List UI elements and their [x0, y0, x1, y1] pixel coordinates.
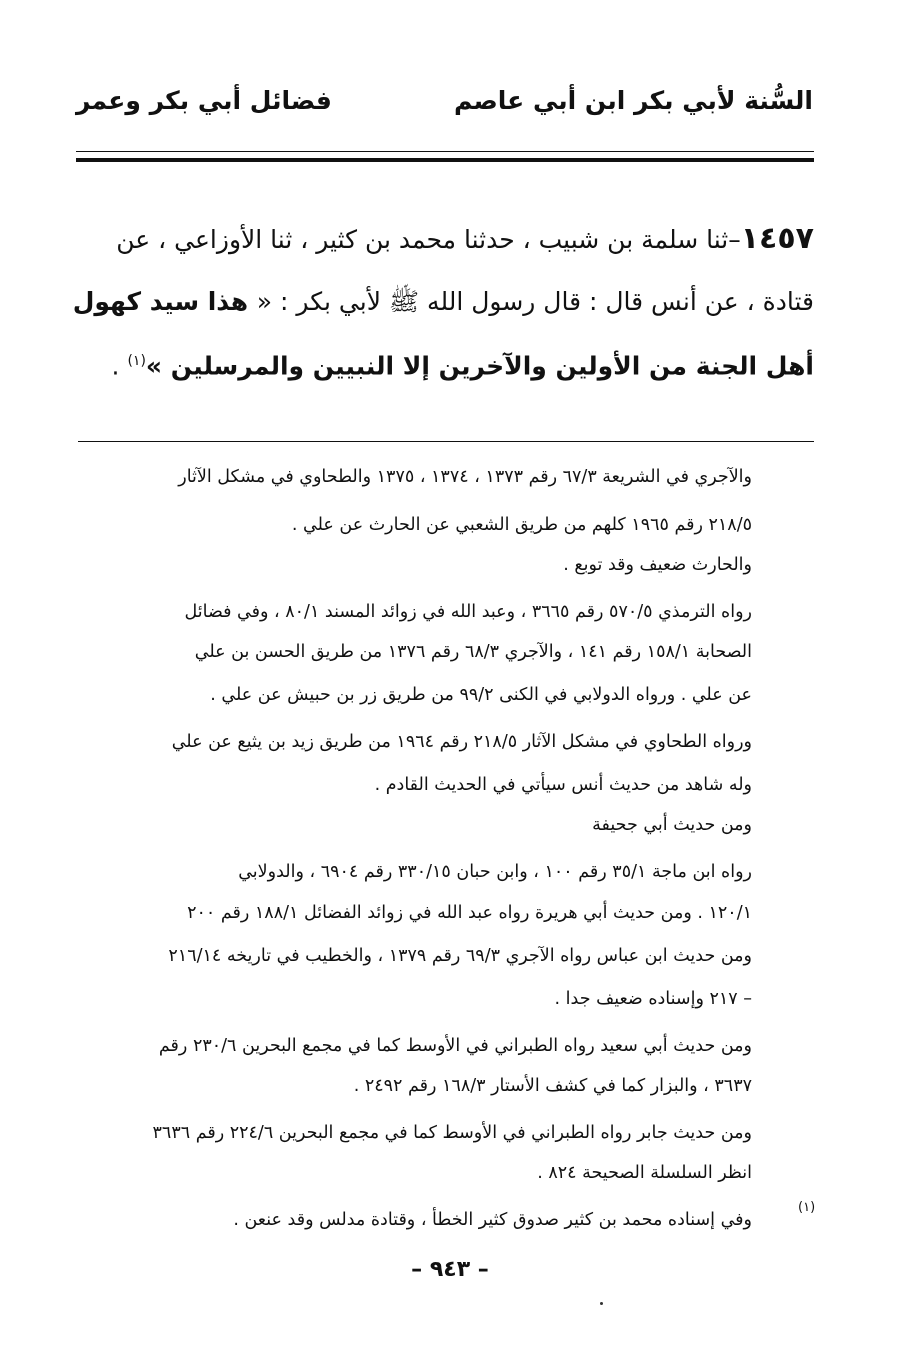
- hadith-line-3: [76, 344, 814, 383]
- hadith-end-mark: .: [111, 351, 128, 381]
- chapter-title: فضائل أبي بكر وعمر: [76, 85, 332, 115]
- hadith-line-1: [76, 222, 814, 257]
- note-line: ١٢٠/١ . ومن حديث أبي هريرة رواه عبد الله في زوائد الفضائل ١٨٨/١ رقم ٢٠٠: [187, 903, 752, 923]
- footnote-reference: (١): [127, 353, 146, 369]
- note-line: – ٢١٧ وإسناده ضعيف جدا .: [554, 989, 752, 1009]
- note-line: رواه ابن ماجة ٣٥/١ رقم ١٠٠ ، وابن حبان ٣٣٠/١٥ رقم ٦٩٠٤ ، والدولابي: [238, 862, 752, 882]
- book-title: السُّنة لأبي بكر ابن أبي عاصم: [454, 85, 813, 115]
- header-rule-thick: [76, 158, 814, 162]
- hadith-matn: أهل الجنة من الأولين والآخرين إلا النبيين والمرسلين »: [145, 351, 814, 381]
- note-line: والآجري في الشريعة ٦٧/٣ رقم ١٣٧٣ ، ١٣٧٤ ، ١٣٧٥ والطحاوي في مشكل الآثار: [178, 467, 752, 487]
- note-line: ومن حديث أبي سعيد رواه الطبراني في الأوسط كما في مجمع البحرين ٢٣٠/٦ رقم: [158, 1036, 752, 1056]
- note-line: الصحابة ١٥٨/١ رقم ١٤١ ، والآجري ٦٨/٣ رقم ١٣٧٦ من طريق الحسن بن علي: [194, 642, 752, 662]
- hadith-number: ١٤٥٧: [740, 221, 814, 256]
- note-line: ٢١٨/٥ رقم ١٩٦٥ كلهم من طريق الشعبي عن الحارث عن علي .: [291, 515, 752, 535]
- note-line: وله شاهد من حديث أنس سيأتي في الحديث القادم .: [374, 775, 752, 795]
- note-line: انظر السلسلة الصحيحة ٨٢٤ .: [537, 1163, 752, 1183]
- note-line: عن علي . ورواه الدولابي في الكنى ٩٩/٢ من طريق زر بن حبيش عن علي .: [210, 685, 752, 705]
- note-line: ورواه الطحاوي في مشكل الآثار ٢١٨/٥ رقم ١٩٦٤ من طريق زيد بن يثيع عن علي: [171, 732, 752, 752]
- footnote-marker: (١): [798, 1200, 816, 1215]
- header-rule-thin: [76, 151, 814, 152]
- hadith-text-bold: هذا سيد كهول: [72, 287, 257, 316]
- note-line: ومن حديث أبي جحيفة: [592, 815, 752, 835]
- running-header: [76, 80, 813, 120]
- hadith-isnad: –ثنا سلمة بن شبيب ، حدثنا محمد بن كثير ، ثنا الأوزاعي ، عن: [116, 225, 741, 254]
- note-line: رواه الترمذي ٥٧٠/٥ رقم ٣٦٦٥ ، وعبد الله في زوائد المسند ٨٠/١ ، وفي فضائل: [184, 602, 752, 622]
- note-line: ومن حديث ابن عباس رواه الآجري ٦٩/٣ رقم ١٣٧٩ ، والخطيب في تاريخه ٢١٦/١٤: [168, 946, 752, 966]
- note-line: والحارث ضعيف وقد توبع .: [563, 555, 752, 575]
- footnote-text: وفي إسناده محمد بن كثير صدوق كثير الخطأ ، وقتادة مدلس وقد عنعن .: [233, 1210, 752, 1230]
- page-number: – ٩٤٣ –: [411, 1257, 489, 1282]
- hadith-text-plain: قتادة ، عن أنس قال : قال رسول الله ﷺ لأبي بكر : «: [256, 287, 814, 316]
- scan-speck: [600, 1302, 603, 1305]
- note-line: ٣٦٣٧ ، والبزار كما في كشف الأستار ١٦٨/٣ رقم ٢٤٩٢ .: [353, 1076, 752, 1096]
- footnote-separator: [78, 441, 814, 442]
- hadith-line-2: [72, 285, 814, 319]
- note-line: ومن حديث جابر رواه الطبراني في الأوسط كما في مجمع البحرين ٢٢٤/٦ رقم ٣٦٣٦: [152, 1123, 752, 1143]
